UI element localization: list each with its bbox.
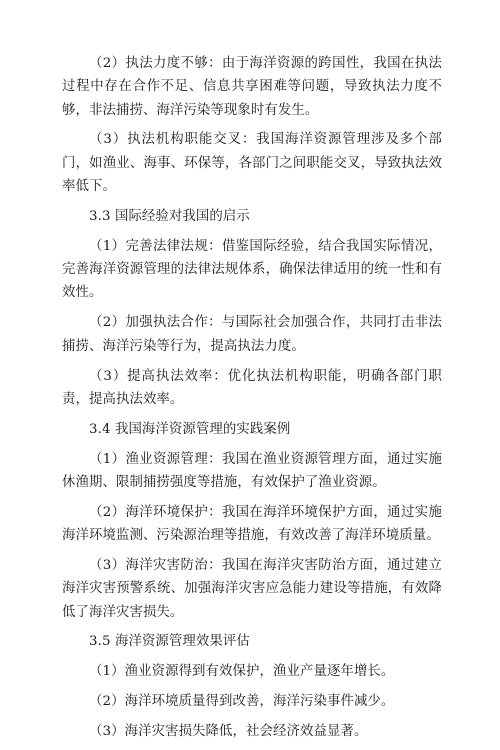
paragraph-enforcement-efficiency: （3）提高执法效率：优化执法机构职能，明确各部门职责，提高执法效率。: [62, 368, 442, 407]
paragraph-environment-result: （2）海洋环境质量得到改善，海洋污染事件减少。: [89, 694, 395, 710]
paragraph-disaster-result: （3）海洋灾害损失降低，社会经济效益显著。: [89, 724, 368, 740]
section-heading-3-3: 3.3 国际经验对我国的启示: [89, 208, 250, 224]
paragraph-improve-laws: （1）完善法律法规：借鉴国际经验，结合我国实际情况，完善海洋资源管理的法律法规体系，确保法律适用的统一性和有效性。: [62, 238, 442, 301]
section-heading-3-5: 3.5 海洋资源管理效果评估: [89, 634, 250, 650]
document-body: [62, 52, 442, 750]
paragraph-disaster-prevention: （3）海洋灾害防治：我国在海洋灾害防治方面，通过建立海洋灾害预警系统、加强海洋灾害应急能力建设等措施，有效降低了海洋灾害损失。: [62, 557, 442, 620]
paragraph-fishery-management: （1）渔业资源管理：我国在渔业资源管理方面，通过实施休渔期、限制捕捞强度等措施，有效保护了渔业资源。: [62, 451, 442, 490]
paragraph-agency-overlap: （3）执法机构职能交叉：我国海洋资源管理涉及多个部门，如渔业、海事、环保等，各部门之间职能交叉，导致执法效率低下。: [62, 132, 442, 195]
paragraph-enforcement-cooperation: （2）加强执法合作：与国际社会加强合作，共同打击非法捕捞、海洋污染等行为，提高执法力度。: [62, 315, 442, 354]
paragraph-marine-protection: （2）海洋环境保护：我国在海洋环境保护方面，通过实施海洋环境监测、污染源治理等措施，有效改善了海洋环境质量。: [62, 504, 442, 544]
section-heading-3-4: 3.4 我国海洋资源管理的实践案例: [89, 421, 291, 437]
paragraph-enforcement-strength: （2）执法力度不够：由于海洋资源的跨国性，我国在执法过程中存在合作不足、信息共享困难等问题，导致执法力度不够，非法捕捞、海洋污染等现象时有发生。: [62, 56, 442, 118]
paragraph-fishery-result: （1）渔业资源得到有效保护，渔业产量逐年增长。: [89, 664, 395, 680]
